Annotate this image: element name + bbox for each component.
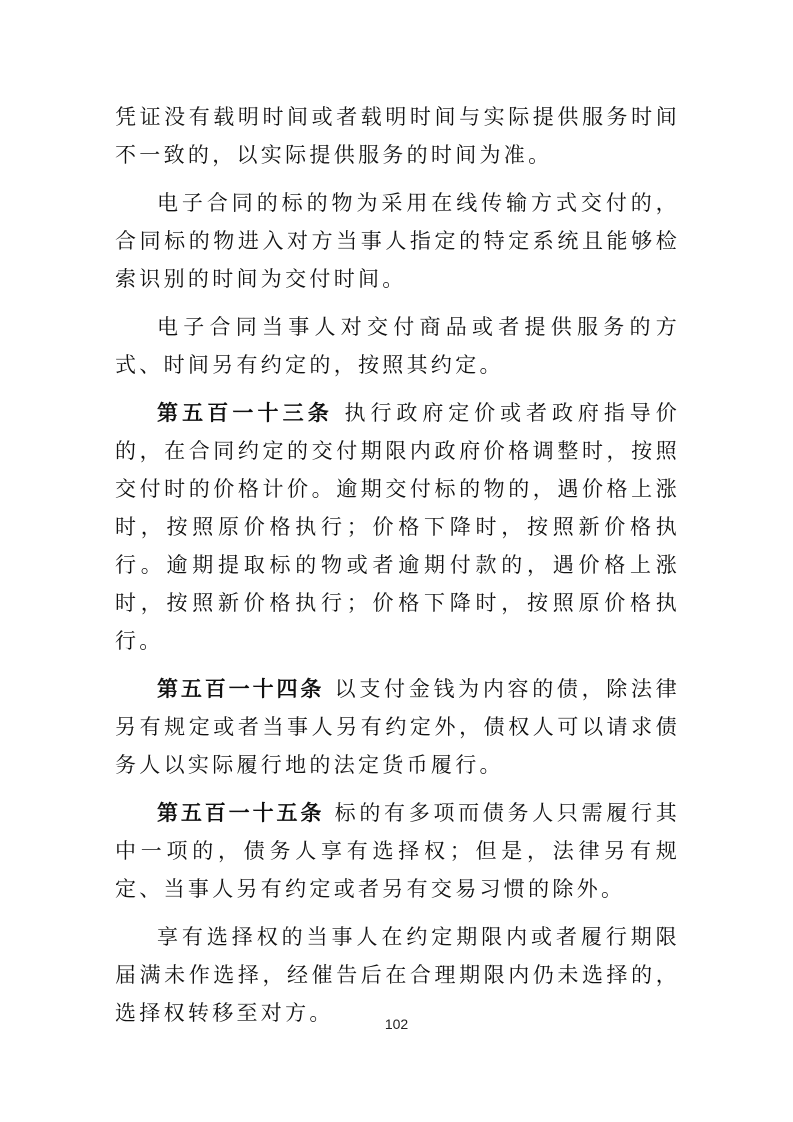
article-number: 第五百一十四条 — [157, 677, 325, 701]
paragraph-agreement — [115, 308, 680, 384]
article-text: 执行政府定价或者政府指导价的，在合同约定的交付期限内政府价格调整时，按照交付时的价格计价。逾期交付标的物的，遇价格上涨时，按照原价格执行；价格下降时，按照新价格执行。逾期提取标的物或者逾期付款的，遇价格上涨时，按照新价格执行；价格下降时，按照原价格执行。 — [115, 401, 680, 653]
article-number: 第五百一十五条 — [157, 801, 325, 825]
paragraph-text: 电子合同当事人对交付商品或者提供服务的方式、时间另有约定的，按照其约定。 — [115, 315, 680, 377]
article-513 — [115, 394, 680, 660]
document-body — [115, 98, 680, 1042]
paragraph-continuation — [115, 98, 680, 174]
paragraph-electronic-delivery — [115, 184, 680, 298]
paragraph-text: 享有选择权的当事人在约定期限内或者履行期限届满未作选择，经催告后在合理期限内仍未选择的，选择权转移至对方。 — [115, 925, 680, 1025]
article-514 — [115, 670, 680, 784]
article-515 — [115, 794, 680, 908]
paragraph-text: 电子合同的标的物为采用在线传输方式交付的，合同标的物进入对方当事人指定的特定系统且能够检索识别的时间为交付时间。 — [115, 191, 680, 291]
article-number: 第五百一十三条 — [157, 401, 333, 425]
article-text: 标的有多项而债务人只需履行其中一项的，债务人享有选择权；但是，法律另有规定、当事人另有约定或者另有交易习惯的除外。 — [115, 801, 681, 901]
article-text: 以支付金钱为内容的债，除法律另有规定或者当事人另有约定外，债权人可以请求债务人以实际履行地的法定货币履行。 — [115, 677, 681, 777]
page-number: 102 — [384, 1016, 409, 1032]
paragraph-text: 凭证没有载明时间或者载明时间与实际提供服务时间不一致的，以实际提供服务的时间为准。 — [115, 105, 680, 167]
paragraph-choice-transfer — [115, 918, 680, 1032]
